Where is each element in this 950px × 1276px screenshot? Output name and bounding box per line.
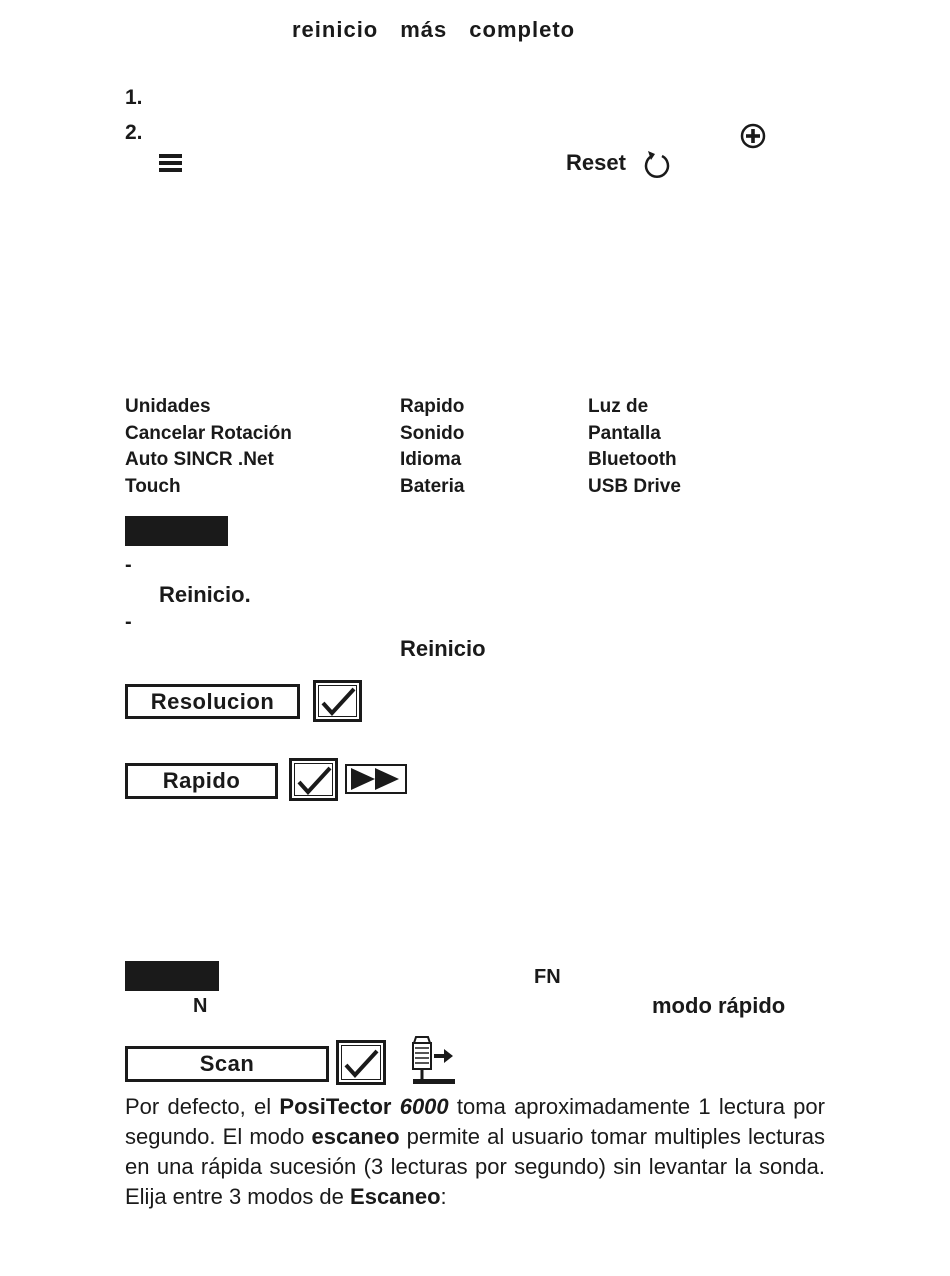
checkmark-icon: [336, 1040, 386, 1085]
heading-word-1: reinicio: [292, 17, 379, 42]
settings-column-3: [588, 394, 681, 500]
step-number-2: 2.: [125, 121, 143, 144]
dash-bullet: -: [125, 611, 132, 633]
reset-icon: [642, 148, 672, 180]
setting-item: Sonido: [400, 422, 465, 444]
reset-label: Reset: [566, 150, 626, 175]
n-label: N: [193, 995, 208, 1017]
reinicio-text: Reinicio: [400, 636, 486, 661]
paragraph-text: :: [440, 1184, 447, 1209]
setting-item: Cancelar Rotación: [125, 422, 292, 444]
settings-column-2: [400, 394, 464, 500]
setting-item: Bluetooth: [588, 449, 677, 470]
scan-menu-label: [125, 1046, 329, 1082]
setting-item: Unidades: [125, 396, 211, 417]
setting-item: Auto SINCR .Net: [125, 449, 274, 470]
rapido-menu-label: [125, 763, 278, 799]
section-heading: [292, 17, 575, 43]
black-label-bar: [125, 516, 228, 546]
setting-item: Pantalla: [588, 422, 661, 444]
heading-word-3: completo: [469, 17, 576, 42]
modo-rapido-label: modo rápido: [652, 993, 786, 1018]
step-number-1: 1.: [125, 86, 143, 109]
scan-label-text: Scan: [199, 1051, 255, 1076]
setting-item: Bateria: [400, 475, 465, 497]
setting-item: Luz de: [588, 396, 649, 417]
model-number: 6000: [399, 1094, 449, 1119]
setting-item: Touch: [125, 475, 181, 497]
escaneo-term: escaneo: [311, 1124, 400, 1149]
setting-item: USB Drive: [588, 475, 681, 497]
paragraph-text: Por defecto, el: [125, 1094, 280, 1119]
dash-bullet: -: [125, 554, 132, 576]
setting-item: Rapido: [400, 396, 465, 417]
menu-icon: [159, 153, 183, 173]
brand-name: PosiTector: [279, 1094, 392, 1119]
checkmark-icon: [289, 758, 338, 801]
paragraph-text: toma aproximadamente 1 lectura por segundo. El modo: [125, 1094, 825, 1149]
paragraph-text: permite al usuario tomar multiples lecturas en una rápida sucesión (3 lecturas por segundo) sin levantar la sonda. Elija entre 3 modos de: [125, 1124, 825, 1209]
fast-forward-icon: [345, 764, 407, 794]
black-label-bar: [125, 961, 219, 991]
resolucion-label-text: Resolucion: [150, 689, 275, 714]
plus-circle-icon: [740, 123, 766, 149]
scan-probe-icon: [410, 1033, 456, 1087]
rapido-label-text: Rapido: [162, 768, 241, 793]
reinicio-text: Reinicio.: [159, 582, 251, 607]
heading-word-2: más: [400, 17, 448, 42]
checkmark-icon: [313, 680, 362, 722]
settings-column-1: [125, 394, 292, 500]
setting-item: Idioma: [400, 449, 462, 470]
resolucion-menu-label: [125, 684, 300, 719]
fn-label: FN: [534, 966, 561, 988]
escaneo-term: Escaneo: [350, 1184, 441, 1209]
scan-description-paragraph: [125, 1092, 825, 1212]
